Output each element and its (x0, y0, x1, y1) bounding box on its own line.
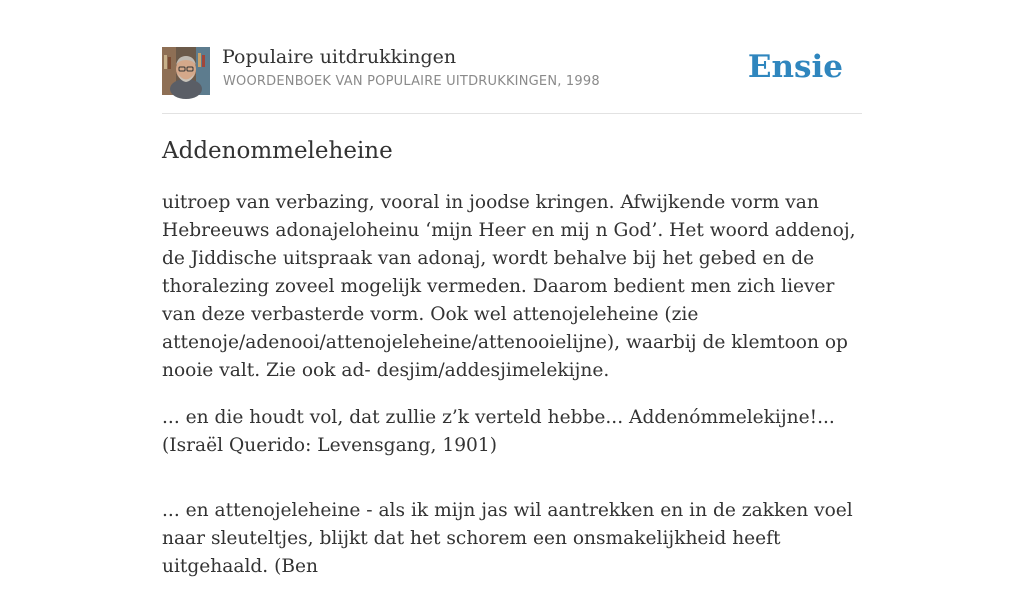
ensie-logo[interactable]: Ensie (747, 49, 843, 85)
source-title[interactable]: Populaire uitdrukkingen (222, 46, 457, 68)
entry-body (162, 189, 862, 600)
entry-title: Addenommeleheine (162, 138, 393, 164)
source-subtitle: WOORDENBOEK VAN POPULAIRE UITDRUKKINGEN, 1998 (223, 74, 600, 89)
author-portrait-icon[interactable] (162, 47, 210, 95)
avatar-image (162, 47, 210, 95)
source-header (162, 0, 862, 114)
entry-quote-1: ... en die houdt vol, dat zullie z’k verteld hebbe... Addenómmelekijne!... (Israël Querido: Levensgang, 1901) (162, 407, 835, 456)
entry-definition: uitroep van verbazing, vooral in joodse kringen. Afwijkende vorm van Hebreeuws adonajeloheinu ‘mijn Heer en mij n God’. Het woord addenoj, de Jiddische uitspraak van adonaj, wordt behalve bij het gebed en de thoralezing zoveel mogelijk vermeden. Daarom bedient men zich liever van deze verbasterde vorm. Ook wel attenojeleheine (zie attenoje/adenooi/attenojeleheine/attenooielijne), waarbij de klemtoon op nooie valt. Zie ook ad- desjim/addesjimelekijne. (162, 192, 856, 381)
entry-container (162, 0, 862, 577)
entry-quote-2: ... en attenojeleheine - als ik mijn jas wil aantrekken en in de zakken voel naar sleuteltjes, blijkt dat het schorem een onsmakelijkheid heeft uitgehaald. (Ben (162, 500, 853, 577)
